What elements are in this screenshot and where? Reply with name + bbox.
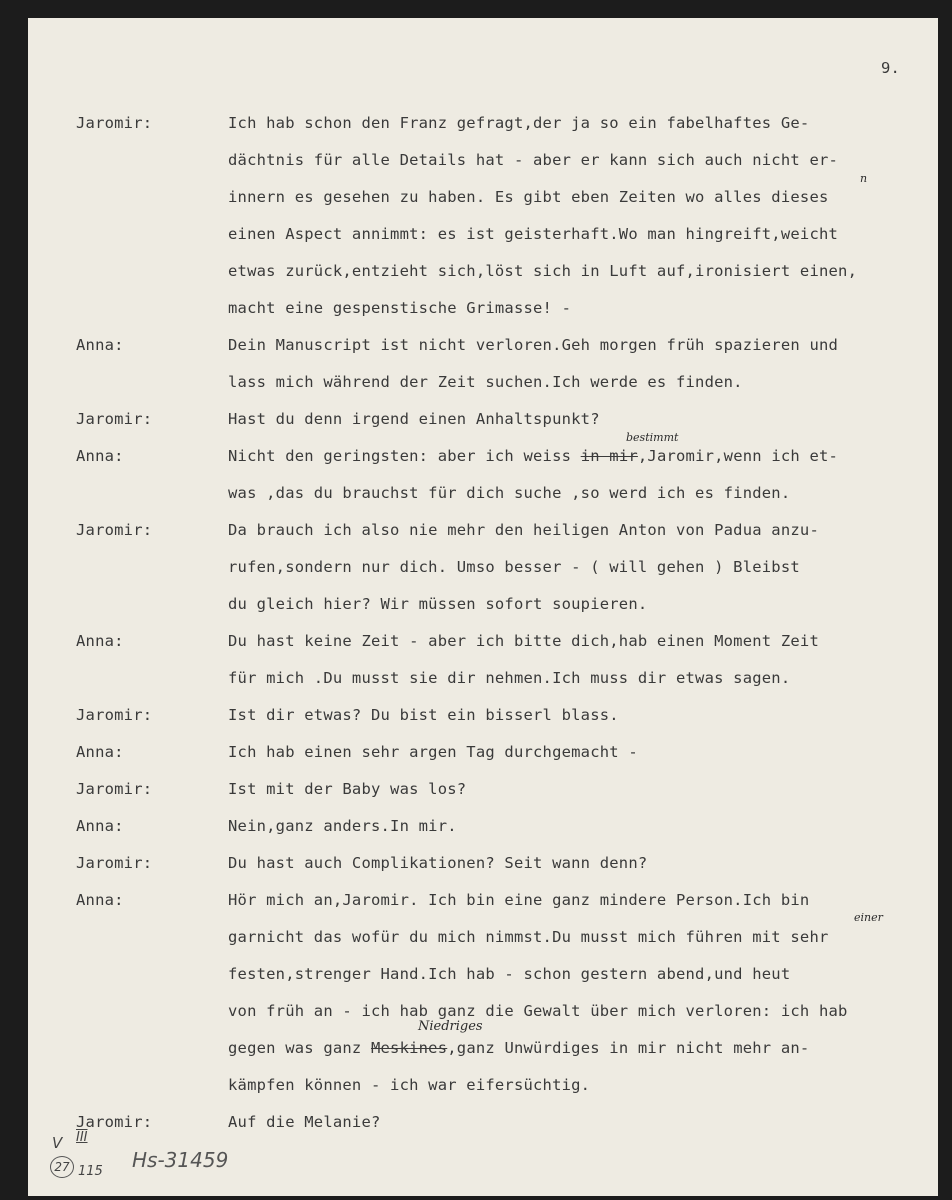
archive-circled-number: 27 xyxy=(50,1156,74,1178)
handwritten-insertion: n xyxy=(860,172,868,185)
dialogue-line: Auf die Melanie? xyxy=(228,1113,381,1131)
speaker-label: Anna: xyxy=(76,336,124,354)
speaker-label: Jaromir: xyxy=(76,706,153,724)
dialogue-text: ,ganz Unwürdiges in mir nicht mehr an- xyxy=(447,1039,810,1057)
archive-sub-number: 115 xyxy=(78,1164,103,1179)
dialogue-text: gegen was ganz xyxy=(228,1039,371,1057)
dialogue-line: Ist mit der Baby was los? xyxy=(228,780,467,798)
archive-volume-mark: V xyxy=(52,1134,63,1152)
speaker-label: Anna: xyxy=(76,743,124,761)
handwritten-insertion: Niedriges xyxy=(418,1019,483,1034)
speaker-label: Anna: xyxy=(76,447,124,465)
page-number: 9. xyxy=(881,59,901,77)
speaker-label: Jaromir: xyxy=(76,410,153,428)
dialogue-line: Da brauch ich also nie mehr den heiligen Anton von Padua anzu- xyxy=(228,521,819,539)
struck-text: Meskines xyxy=(370,1039,448,1057)
speaker-label: Jaromir: xyxy=(76,521,153,539)
dialogue-line: garnicht das wofür du mich nimmst.Du musst mich führen mit sehr xyxy=(228,928,829,946)
dialogue-line: einen Aspect annimmt: es ist geisterhaft.Wo man hingreift,weicht xyxy=(228,225,839,243)
dialogue-line-with-correction xyxy=(228,446,838,466)
dialogue-line: du gleich hier? Wir müssen sofort soupieren. xyxy=(228,595,648,613)
speaker-label: Jaromir: xyxy=(76,780,153,798)
dialogue-line: etwas zurück,entzieht sich,löst sich in Luft auf,ironisiert einen, xyxy=(228,262,858,280)
dialogue-line: Ist dir etwas? Du bist ein bisserl blass. xyxy=(228,706,619,724)
dialogue-line: Nein,ganz anders.In mir. xyxy=(228,817,457,835)
dialogue-line: innern es gesehen zu haben. Es gibt eben Zeiten wo alles dieses xyxy=(228,188,829,206)
dialogue-line: festen,strenger Hand.Ich hab - schon gestern abend,und heut xyxy=(228,965,791,983)
speaker-label: Jaromir: xyxy=(76,854,153,872)
archive-volume-mark: III xyxy=(76,1130,88,1145)
handwritten-insertion: einer xyxy=(854,911,883,924)
dialogue-line: Du hast keine Zeit - aber ich bitte dich,hab einen Moment Zeit xyxy=(228,632,819,650)
dialogue-line: für mich .Du musst sie dir nehmen.Ich muss dir etwas sagen. xyxy=(228,669,791,687)
dialogue-line: kämpfen können - ich war eifersüchtig. xyxy=(228,1076,591,1094)
struck-text: in mir xyxy=(580,447,638,465)
dialogue-text: ,Jaromir,wenn ich et- xyxy=(637,447,839,465)
dialogue-line: Du hast auch Complikationen? Seit wann denn? xyxy=(228,854,648,872)
dialogue-line: lass mich während der Zeit suchen.Ich werde es finden. xyxy=(228,373,743,391)
dialogue-line: was ,das du brauchst für dich suche ,so werd ich es finden. xyxy=(228,484,791,502)
dialogue-line: rufen,sondern nur dich. Umso besser - ( will gehen ) Bleibst xyxy=(228,558,800,576)
dialogue-line: Ich hab einen sehr argen Tag durchgemacht - xyxy=(228,743,638,761)
dialogue-line: Ich hab schon den Franz gefragt,der ja so ein fabelhaftes Ge- xyxy=(228,114,810,132)
archive-signature: Hs-31459 xyxy=(132,1148,229,1172)
speaker-label: Jaromir: xyxy=(76,1113,153,1131)
speaker-label: Anna: xyxy=(76,632,124,650)
dialogue-line: macht eine gespenstische Grimasse! - xyxy=(228,299,572,317)
dialogue-line: Hör mich an,Jaromir. Ich bin eine ganz mindere Person.Ich bin xyxy=(228,891,810,909)
typescript-page xyxy=(28,18,938,1196)
dialogue-line: dächtnis für alle Details hat - aber er kann sich auch nicht er- xyxy=(228,151,839,169)
dialogue-line: Hast du denn irgend einen Anhaltspunkt? xyxy=(228,410,600,428)
dialogue-line-with-correction xyxy=(228,1038,809,1058)
dialogue-text: Nicht den geringsten: aber ich weiss xyxy=(228,447,581,465)
handwritten-insertion: bestimmt xyxy=(626,431,679,444)
speaker-label: Jaromir: xyxy=(76,114,153,132)
speaker-label: Anna: xyxy=(76,817,124,835)
speaker-label: Anna: xyxy=(76,891,124,909)
dialogue-line: von früh an - ich hab ganz die Gewalt über mich verloren: ich hab xyxy=(228,1002,848,1020)
dialogue-line: Dein Manuscript ist nicht verloren.Geh morgen früh spazieren und xyxy=(228,336,839,354)
